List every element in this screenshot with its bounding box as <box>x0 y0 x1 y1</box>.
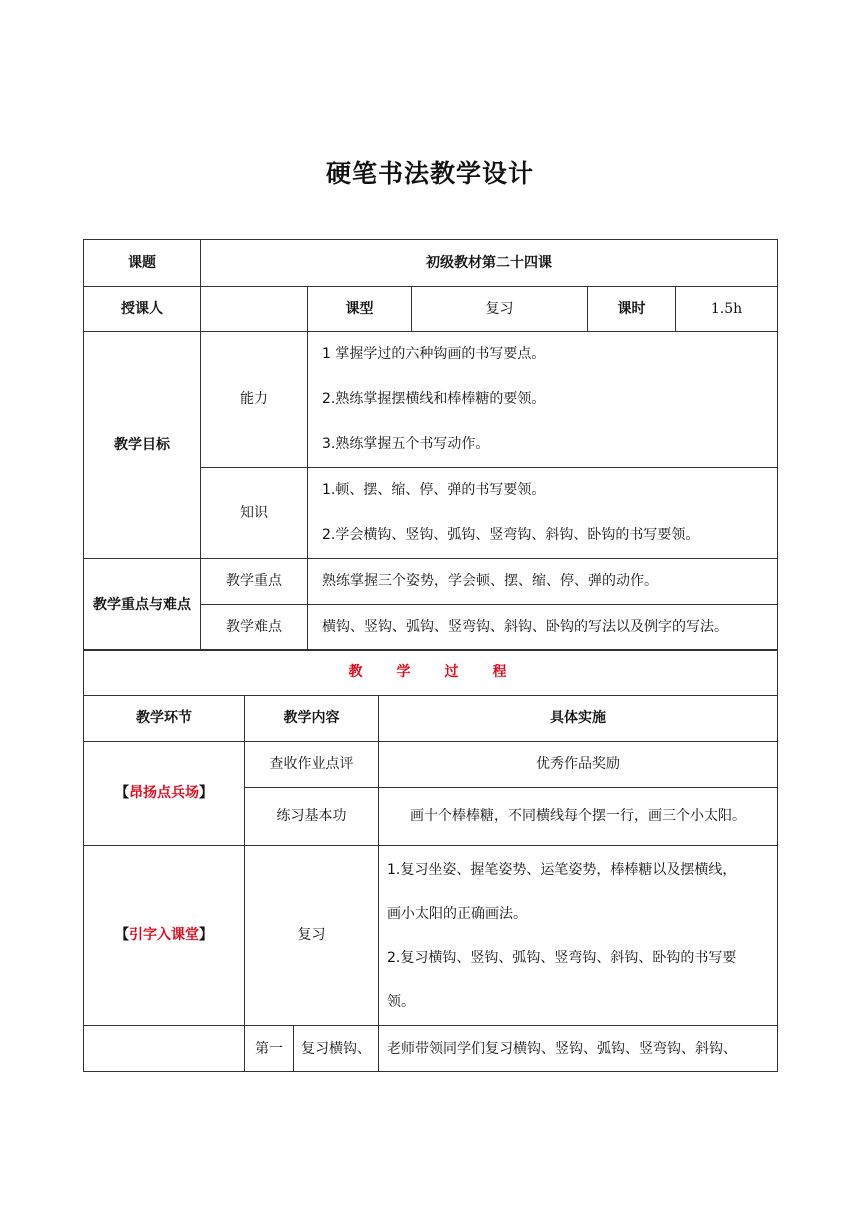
lesson-info-table <box>83 239 778 651</box>
teacher-value <box>201 287 308 332</box>
stage1-row1-content: 查收作业点评 <box>245 742 379 788</box>
knowledge-label: 知识 <box>201 468 308 559</box>
stage2-name: 引字入课堂 <box>129 927 199 944</box>
bracket-open: 【 <box>115 927 129 944</box>
stage3-impl: 老师带领同学们复习横钩、竖钩、弧钩、竖弯钩、斜钩、 <box>379 1026 778 1072</box>
col-content: 教学内容 <box>245 696 379 742</box>
page-title: 硬笔书法教学设计 <box>325 159 534 188</box>
ability-item: 2.熟练掌握摆横线和棒棒糖的要领。 <box>322 391 546 407</box>
knowledge-item: 2.学会横钩、竖钩、弧钩、竖弯钩、斜钩、卧钩的书写要领。 <box>322 527 700 543</box>
ability-label: 能力 <box>201 332 308 468</box>
stage2-title <box>84 846 245 1026</box>
stage1-title <box>84 742 245 846</box>
difficult-label: 教学难点 <box>201 605 308 651</box>
hours-value: 1.5h <box>676 287 778 332</box>
type-label: 课型 <box>308 287 412 332</box>
bracket-close: 】 <box>199 785 213 802</box>
stage1-row1-impl: 优秀作品奖励 <box>379 742 778 788</box>
stage3-sub-label: 第一 <box>245 1026 294 1072</box>
ability-items <box>308 332 778 468</box>
stage2-impl-line: 2.复习横钩、竖钩、弧钩、竖弯钩、斜钩、卧钩的书写要 <box>387 949 737 966</box>
ability-item: 1 掌握学过的六种钩画的书写要点。 <box>322 346 546 362</box>
bracket-open: 【 <box>115 785 129 802</box>
stage1-row2-impl: 画十个棒棒糖，不同横线每个摆一行，画三个小太阳。 <box>379 788 778 846</box>
stage2-impl <box>379 846 778 1026</box>
stage1-name: 昂扬点兵场 <box>129 785 199 802</box>
bracket-close: 】 <box>199 927 213 944</box>
ability-item: 3.熟练掌握五个书写动作。 <box>322 436 490 452</box>
topic-value: 初级教材第二十四课 <box>201 240 778 287</box>
type-value: 复习 <box>412 287 588 332</box>
knowledge-items <box>308 468 778 559</box>
hours-label: 课时 <box>588 287 676 332</box>
stage3-content: 复习横钩、 <box>294 1026 379 1072</box>
teacher-label: 授课人 <box>84 287 201 332</box>
stage2-impl-line: 1.复习坐姿、握笔姿势、运笔姿势，棒棒糖以及摆横线， <box>387 861 737 878</box>
stage2-impl-line: 画小太阳的正确画法。 <box>387 905 527 922</box>
col-impl: 具体实施 <box>379 696 778 742</box>
col-stage: 教学环节 <box>84 696 245 742</box>
key-value: 熟练掌握三个姿势，学会顿、摆、缩、停、弹的动作。 <box>308 559 778 605</box>
key-points-label: 教学重点与难点 <box>84 559 201 651</box>
process-heading: 教学过程 <box>84 650 778 696</box>
knowledge-item: 1.顿、摆、缩、停、弹的书写要领。 <box>322 482 546 498</box>
difficult-value: 横钩、竖钩、弧钩、竖弯钩、斜钩、卧钩的写法以及例字的写法。 <box>308 605 778 651</box>
stage2-impl-line: 领。 <box>387 993 415 1010</box>
objectives-label: 教学目标 <box>84 332 201 559</box>
topic-label: 课题 <box>84 240 201 287</box>
key-label: 教学重点 <box>201 559 308 605</box>
stage3-title <box>84 1026 245 1072</box>
stage2-content: 复习 <box>245 846 379 1026</box>
stage1-row2-content: 练习基本功 <box>245 788 379 846</box>
process-table <box>83 649 778 1072</box>
